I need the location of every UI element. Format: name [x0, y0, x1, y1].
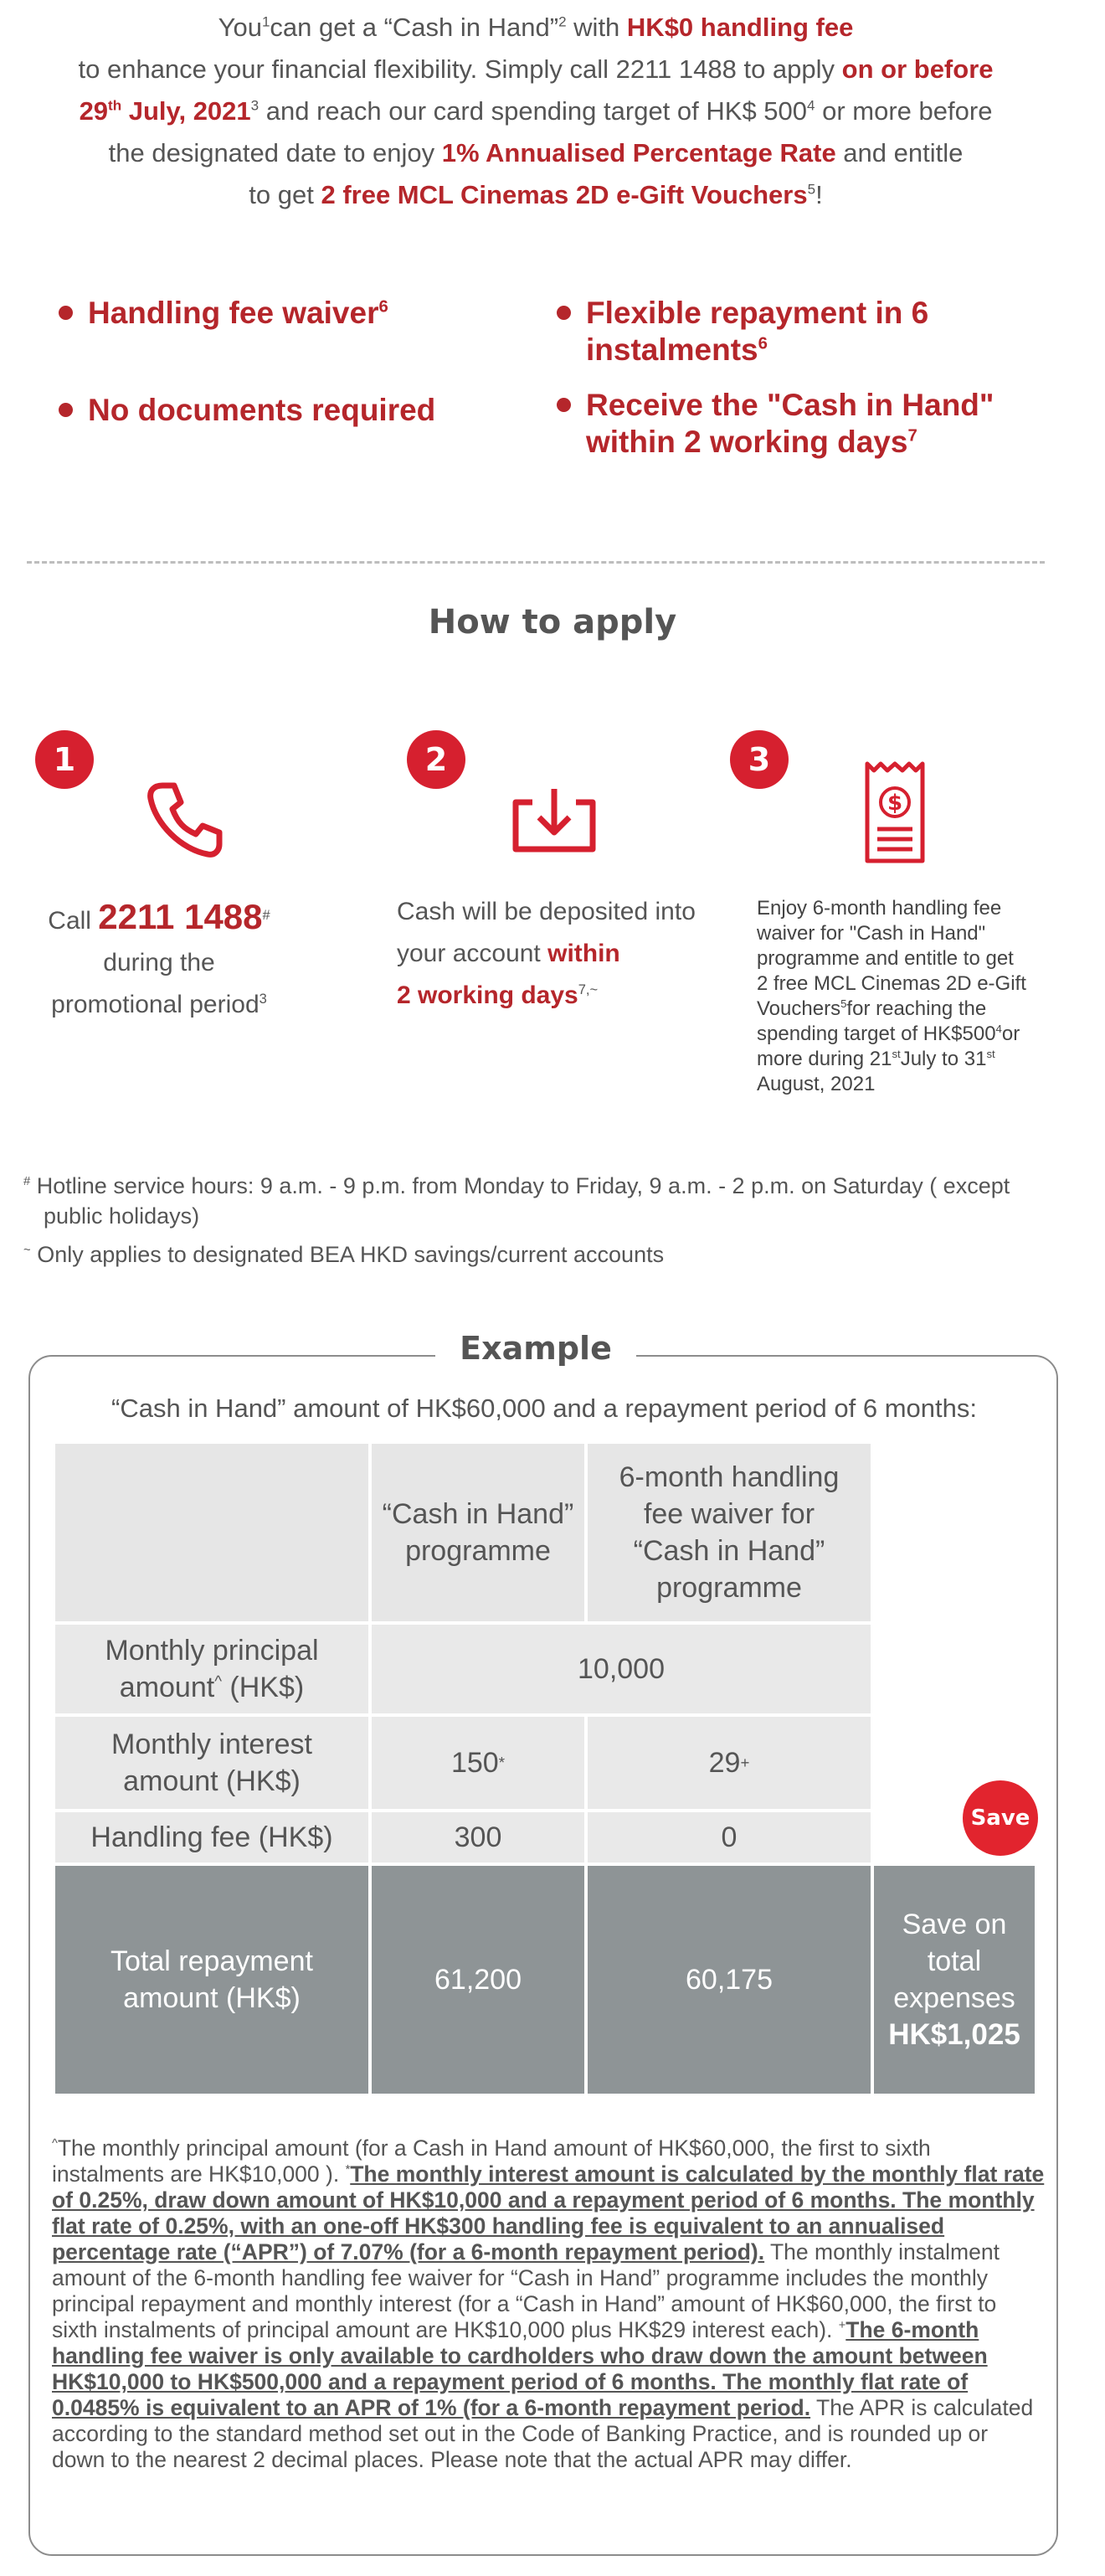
save-badge: Save	[963, 1780, 1038, 1856]
table-header-empty	[54, 1442, 370, 1623]
intro-line-5: to get 2 free MCL Cinemas 2D e-Gift Vouchers$^5$!	[249, 180, 823, 209]
row-total-value-2: 60,175	[586, 1864, 872, 2095]
download-icon	[509, 784, 599, 856]
intro-line-3: 29th July, 2021$^3$ and reach our card spending target of HK$ $500^4$ or more before	[79, 96, 993, 126]
hotline-notes: # Hotline service hours: 9 a.m. - 9 p.m. from Monday to Friday, 9 a.m. - 2 p.m. on Saturday ( except public holidays) ~ Only applies to designated BEA HKD savings/current accounts	[23, 1173, 1010, 1267]
bullet-handling-fee-waiver: Handling fee waiver$^6$	[59, 295, 388, 332]
intro-line-2: to enhance your financial flexibility. Simply call 2211 1488 to apply on or before	[78, 54, 994, 84]
step-2-number: 2	[407, 730, 465, 789]
bullet-dot-icon	[557, 398, 571, 412]
intro-line-1: You$^1$can get a “Cash in Hand”$^2$ with HK$0 handling fee	[218, 13, 854, 42]
row-interest-value-2: 29 +	[586, 1715, 872, 1811]
row-handling-fee-label: Handling fee (HK$)	[54, 1811, 370, 1864]
bullet-dot-icon	[557, 306, 571, 320]
dashed-divider	[27, 561, 1045, 564]
table-header-cash-in-hand: “Cash in Hand” programme	[370, 1442, 586, 1623]
row-total-value-1: 61,200	[370, 1864, 586, 2095]
row-handling-fee-value-2: 0	[586, 1811, 872, 1864]
how-to-apply-title: How to apply	[428, 603, 677, 641]
receipt-dollar-icon	[862, 759, 928, 866]
phone-icon	[144, 779, 224, 859]
row-interest-value-1: 150 *	[370, 1715, 586, 1811]
svg-text:$: $	[887, 791, 903, 816]
step-1-number: 1	[35, 730, 94, 789]
step-3-text: Enjoy 6-month handling fee waiver for "Cash in Hand" programme and entitle to get 2 free MCL Cinemas 2D e-Gift Vouchers$^5$for reaching the spending target of $HK\$500^4or$ more during 21stJuly to 31st August, 2021	[757, 897, 1026, 1095]
example-footnote: ^The monthly principal amount (for a Cash in Hand amount of HK$60,000, the first to sixth instalments are HK$10,000 ). *The monthly interest amount is calculated by the monthly flat rate of 0.25%, draw down amount of HK$10,000 and a repayment period of 6 months. The monthly flat rate of 0.25%, with an one-off HK$300 handling fee is equivalent to an annualised percentage rate (“APR”) of 7.07% (for a 6-month repayment period). The monthly instalment amount of the 6-month handling fee waiver for “Cash in Hand” programme includes the monthly principal repayment and monthly interest (for a “Cash in Hand” amount of HK$60,000, the first to sixth instalments of principal amount are HK$10,000 plus HK$29 interest each). +The 6-month handling fee waiver is only available to cardholders who draw down the amount between HK$10,000 to HK$500,000 and a repayment period of 6 months. The monthly flat rate of 0.0485% is equivalent to an APR of 1% (for a 6-month repayment period. The APR is calculated according to the standard method set out in the Code of Banking Practice, and is rounded up or down to the nearest 2 decimal places. Please note that the actual APR may differ.	[52, 2136, 1045, 2472]
bullet-dot-icon	[59, 306, 73, 320]
bullet-no-documents: No documents required	[59, 392, 435, 429]
example-title: Example	[435, 1330, 636, 1367]
bullet-flexible-repayment: Flexible repayment in 6 instalments$^6$	[557, 295, 928, 368]
row-principal-value: 10,000	[370, 1623, 872, 1715]
intro-paragraph	[33, 7, 1038, 216]
row-interest-label: Monthly interest amount (HK$)	[54, 1715, 370, 1811]
save-on-expenses-cell: Save on total expenses HK$1,025	[872, 1864, 1036, 2095]
bullet-dot-icon	[59, 403, 73, 417]
intro-line-4: the designated date to enjoy 1% Annualised Percentage Rate and entitle	[108, 138, 964, 167]
example-intro: “Cash in Hand” amount of HK$60,000 and a repayment period of 6 months:	[111, 1394, 977, 1423]
row-total-label: Total repayment amount (HK$)	[54, 1864, 370, 2095]
bullet-receive-cash: Receive the "Cash in Hand" within 2 working days$^7$	[557, 387, 994, 461]
row-principal-label: Monthly principal amount^ (HK$)	[54, 1623, 370, 1715]
step-3-number: 3	[730, 730, 789, 789]
step-1-text: Call 2211 1488# during the promotional period$^3$	[48, 897, 270, 1018]
row-handling-fee-value-1: 300	[370, 1811, 586, 1864]
step-2-text: Cash will be deposited into your account within 2 working days$^{7,\sim}$	[397, 898, 696, 1009]
table-header-fee-waiver: 6-month handling fee waiver for “Cash in Hand” programme	[586, 1442, 872, 1623]
